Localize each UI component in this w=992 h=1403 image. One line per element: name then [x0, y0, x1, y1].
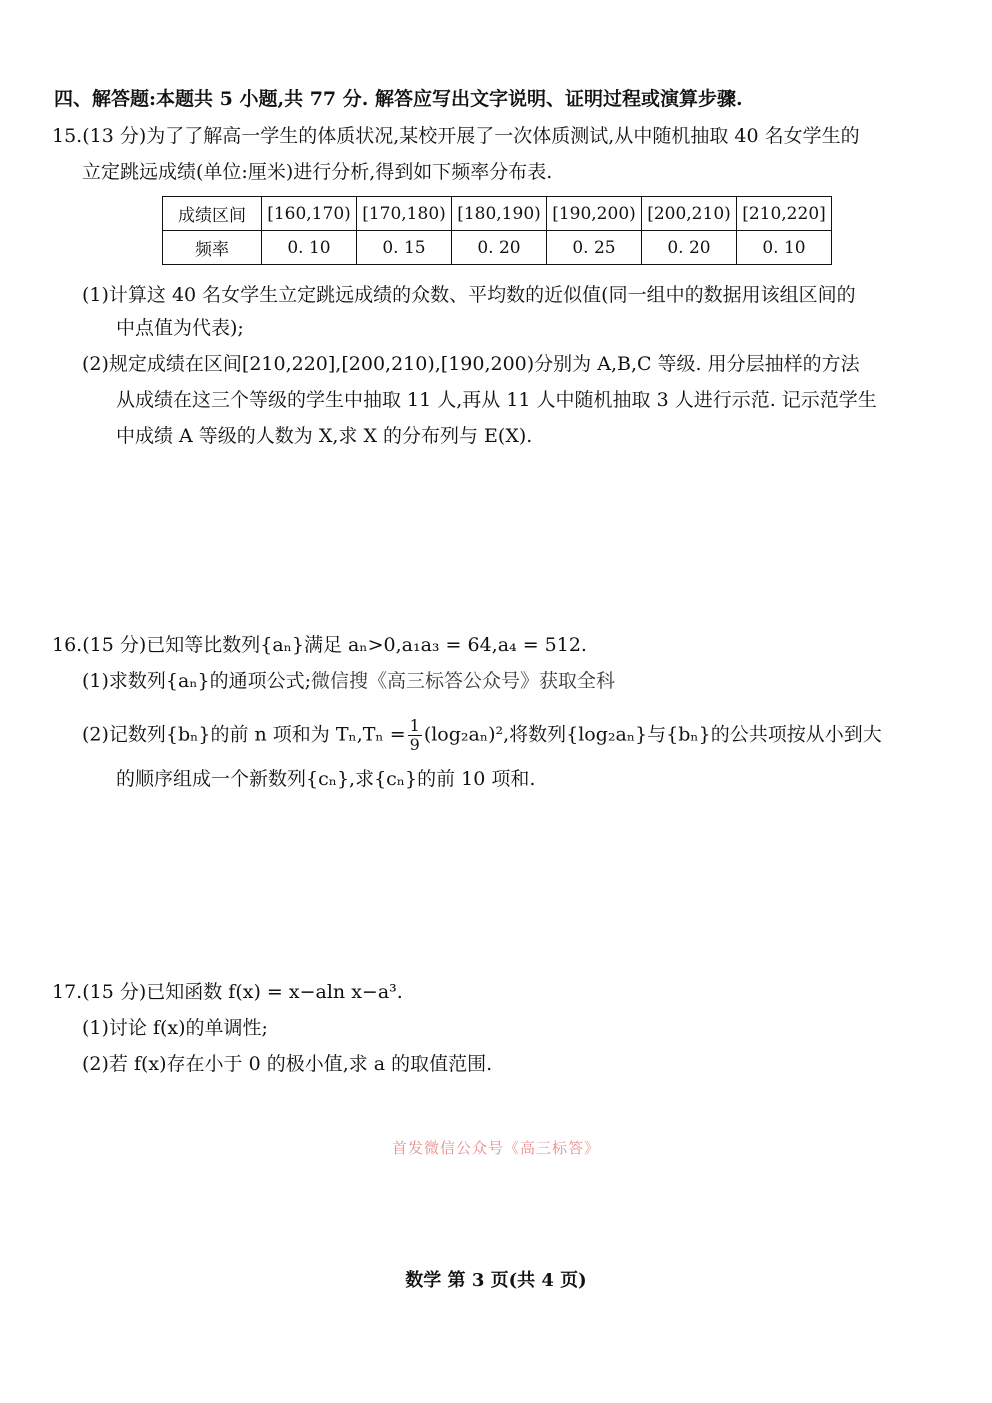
table-cell: 0. 20 — [452, 231, 547, 265]
table-cell: [200,210) — [642, 197, 737, 231]
q17-part2: (2)若 f(x)存在小于 0 的极小值,求 a 的取值范围. — [82, 1053, 493, 1075]
q15-text-line1: (13 分)为了了解高一学生的体质状况,某校开展了一次体质测试,从中随机抽取 40 名女学生的 — [82, 125, 860, 147]
table-cell: [210,220] — [737, 197, 832, 231]
q15-part1-line2: 中点值为代表); — [116, 317, 244, 339]
watermark: 首发微信公众号《高三标答》 — [391, 1139, 600, 1157]
table-header-frequency: 频率 — [163, 231, 262, 265]
q15-part1-line1: (1)计算这 40 名女学生立定跳远成绩的众数、平均数的近似值(同一组中的数据用该组区间的 — [82, 284, 856, 306]
table-cell: 0. 20 — [642, 231, 737, 265]
table-row — [163, 197, 832, 231]
q16-part1-line — [82, 668, 615, 694]
q16-part2-pre: (2)记数列{bₙ}的前 n 项和为 Tₙ,Tₙ = — [82, 723, 406, 746]
q15-part2-line2: 从成绩在这三个等级的学生中抽取 11 人,再从 11 人中随机抽取 3 人进行示范. 记示范学生 — [116, 389, 877, 411]
table-cell: 0. 25 — [547, 231, 642, 265]
frequency-table — [162, 196, 832, 265]
q16-part1-note: 微信搜《高三标答公众号》获取全科 — [311, 670, 616, 692]
table-cell: 0. 10 — [262, 231, 357, 265]
q15-part2-line3: 中成绩 A 等级的人数为 X,求 X 的分布列与 E(X). — [116, 425, 533, 447]
table-cell: [190,200) — [547, 197, 642, 231]
q15-part2-line1: (2)规定成绩在区间[210,220],[200,210),[190,200)分别为 A,B,C 等级. 用分层抽样的方法 — [82, 353, 860, 375]
q15-line1 — [52, 123, 860, 149]
table-row — [163, 231, 832, 265]
q16-number: 16. — [52, 634, 83, 656]
q16-part2-line1 — [82, 717, 882, 754]
table-header-interval: 成绩区间 — [163, 197, 262, 231]
q17-part1: (1)讨论 f(x)的单调性; — [82, 1017, 268, 1039]
q16-text-line1: (15 分)已知等比数列{aₙ}满足 aₙ>0,a₁a₃ = 64,a₄ = 512. — [82, 634, 587, 656]
q15-number: 15. — [52, 125, 83, 147]
fraction-numerator: 1 — [409, 716, 420, 735]
table-cell: 0. 15 — [357, 231, 452, 265]
table-cell: [160,170) — [262, 197, 357, 231]
q16-part2-line2: 的顺序组成一个新数列{cₙ},求{cₙ}的前 10 项和. — [116, 768, 536, 790]
table-cell: [180,190) — [452, 197, 547, 231]
q15-line2: 立定跳远成绩(单位:厘米)进行分析,得到如下频率分布表. — [82, 161, 553, 183]
table-cell: [170,180) — [357, 197, 452, 231]
q17-text-line1: (15 分)已知函数 f(x) = x−aln x−a³. — [82, 981, 403, 1003]
section-header: 四、解答题:本题共 5 小题,共 77 分. 解答应写出文字说明、证明过程或演算步骤. — [54, 88, 743, 110]
table-cell: 0. 10 — [737, 231, 832, 265]
q16-line1 — [52, 632, 587, 658]
page-footer: 数学 第 3 页(共 4 页) — [405, 1270, 587, 1291]
fraction-denominator: 9 — [409, 735, 420, 754]
fraction-one-ninth — [408, 717, 422, 754]
q16-part2-post: (log₂aₙ)²,将数列{log₂aₙ}与{bₙ}的公共项按从小到大 — [423, 723, 882, 746]
q16-part1: (1)求数列{aₙ}的通项公式; — [82, 670, 312, 692]
q17-number: 17. — [52, 981, 83, 1003]
q17-line1 — [52, 979, 403, 1005]
